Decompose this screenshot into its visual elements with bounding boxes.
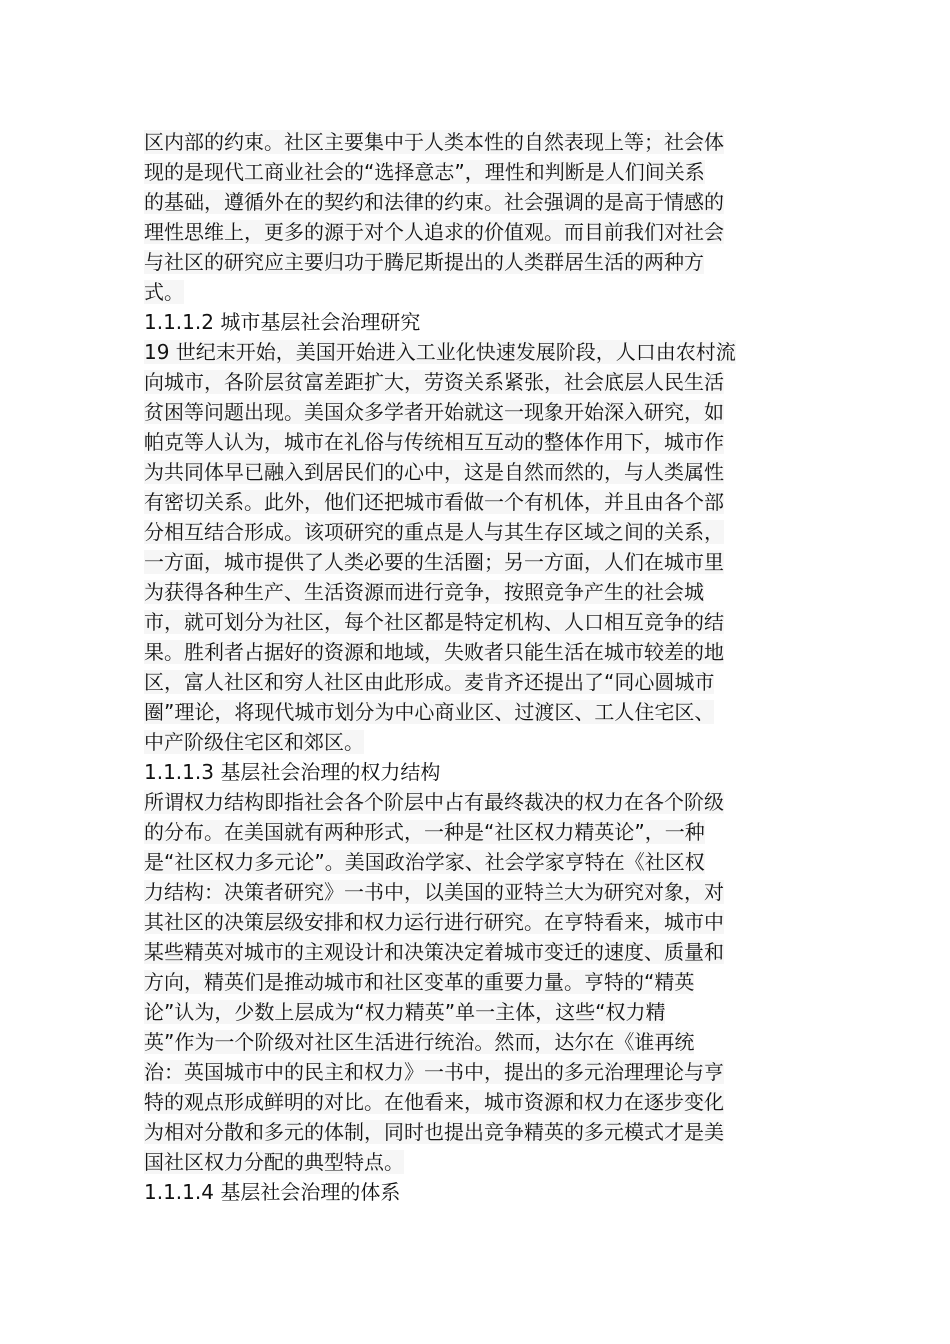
line-text: 力结构：决策者研究》一书中，以美国的亚特兰大为研究对象，对 [144, 880, 724, 904]
text-line [144, 367, 808, 397]
line-text: 为共同体早已融入到居民们的心中，这是自然而然的，与人类属性 [144, 460, 724, 484]
text-line [144, 1027, 808, 1057]
text-line [144, 607, 808, 637]
line-text: 英”作为一个阶级对社区生活进行统治。然而，达尔在《谁再统 [144, 1030, 695, 1054]
text-line [144, 907, 808, 937]
line-text: 中产阶级住宅区和郊区。 [144, 730, 364, 754]
line-text: 区内部的约束。社区主要集中于人类本性的自然表现上等；社会体 [144, 130, 724, 154]
text-line [144, 637, 808, 667]
text-line [144, 337, 808, 367]
text-line [144, 667, 808, 697]
text-line [144, 787, 808, 817]
line-text: 现的是现代工商业社会的“选择意志”，理性和判断是人们间关系 [144, 160, 705, 184]
text-line [144, 937, 808, 967]
text-line [144, 1057, 808, 1087]
line-text: 理性思维上，更多的源于对个人追求的价值观。而目前我们对社会 [144, 220, 724, 244]
line-text: 区，富人社区和穷人社区由此形成。麦肯齐还提出了“同心圆城市 [144, 670, 715, 694]
line-text: 论”认为，少数上层成为“权力精英”单一主体，这些“权力精 [144, 1000, 666, 1024]
text-line [144, 847, 808, 877]
text-line [144, 157, 808, 187]
line-text: 国社区权力分配的典型特点。 [144, 1150, 404, 1174]
section-heading [144, 757, 808, 787]
line-text: 某些精英对城市的主观设计和决策决定着城市变迁的速度、质量和 [144, 940, 724, 964]
section-heading [144, 307, 808, 337]
line-text: 贫困等问题出现。美国众多学者开始就这一现象开始深入研究，如 [144, 400, 724, 424]
text-line [144, 547, 808, 577]
text-line [144, 487, 808, 517]
text-line [144, 277, 808, 307]
text-line [144, 127, 808, 157]
text-line [144, 247, 808, 277]
text-line [144, 1087, 808, 1117]
text-line [144, 427, 808, 457]
text-line [144, 727, 808, 757]
line-text: 1.1.1.4 基层社会治理的体系 [144, 1180, 401, 1204]
line-text: 方向，精英们是推动城市和社区变革的重要力量。亨特的“精英 [144, 970, 695, 994]
text-line [144, 187, 808, 217]
line-text: 的基础，遵循外在的契约和法律的约束。社会强调的是高于情感的 [144, 190, 724, 214]
line-text: 圈”理论，将现代城市划分为中心商业区、过渡区、工人住宅区、 [144, 700, 715, 724]
document-page [144, 127, 808, 1207]
line-text: 为获得各种生产、生活资源而进行竞争，按照竞争产生的社会城 [144, 580, 704, 604]
line-text: 式。 [144, 280, 184, 304]
line-text: 帕克等人认为，城市在礼俗与传统相互互动的整体作用下，城市作 [144, 430, 724, 454]
text-line [144, 517, 808, 547]
line-text: 特的观点形成鲜明的对比。在他看来，城市资源和权力在逐步变化 [144, 1090, 724, 1114]
text-line [144, 817, 808, 847]
line-text: 1.1.1.3 基层社会治理的权力结构 [144, 760, 441, 784]
line-text: 与社区的研究应主要归功于腾尼斯提出的人类群居生活的两种方 [144, 250, 704, 274]
text-line [144, 1117, 808, 1147]
line-text: 所谓权力结构即指社会各个阶层中占有最终裁决的权力在各个阶级 [144, 790, 724, 814]
text-line [144, 397, 808, 427]
section-heading [144, 1177, 808, 1207]
line-text: 市，就可划分为社区，每个社区都是特定机构、人口相互竞争的结 [144, 610, 724, 634]
text-line [144, 967, 808, 997]
line-text: 一方面，城市提供了人类必要的生活圈；另一方面，人们在城市里 [144, 550, 724, 574]
line-text: 其社区的决策层级安排和权力运行进行研究。在亨特看来，城市中 [144, 910, 724, 934]
text-line [144, 1147, 808, 1177]
text-line [144, 697, 808, 727]
line-text: 治：英国城市中的民主和权力》一书中，提出的多元治理理论与亨 [144, 1060, 724, 1084]
line-text: 19 世纪末开始，美国开始进入工业化快速发展阶段，人口由农村流 [144, 340, 736, 364]
line-text: 向城市，各阶层贫富差距扩大，劳资关系紧张，社会底层人民生活 [144, 370, 724, 394]
line-text: 有密切关系。此外，他们还把城市看做一个有机体，并且由各个部 [144, 490, 724, 514]
text-line [144, 217, 808, 247]
line-text: 的分布。在美国就有两种形式，一种是“社区权力精英论”，一种 [144, 820, 705, 844]
line-text: 1.1.1.2 城市基层社会治理研究 [144, 310, 421, 334]
line-text: 分相互结合形成。该项研究的重点是人与其生存区域之间的关系， [144, 520, 724, 544]
text-line [144, 877, 808, 907]
line-text: 果。胜利者占据好的资源和地域，失败者只能生活在城市较差的地 [144, 640, 724, 664]
line-text: 为相对分散和多元的体制，同时也提出竞争精英的多元模式才是美 [144, 1120, 724, 1144]
line-text: 是“社区权力多元论”。美国政治学家、社会学家亨特在《社区权 [144, 850, 705, 874]
text-line [144, 997, 808, 1027]
text-line [144, 457, 808, 487]
text-line [144, 577, 808, 607]
